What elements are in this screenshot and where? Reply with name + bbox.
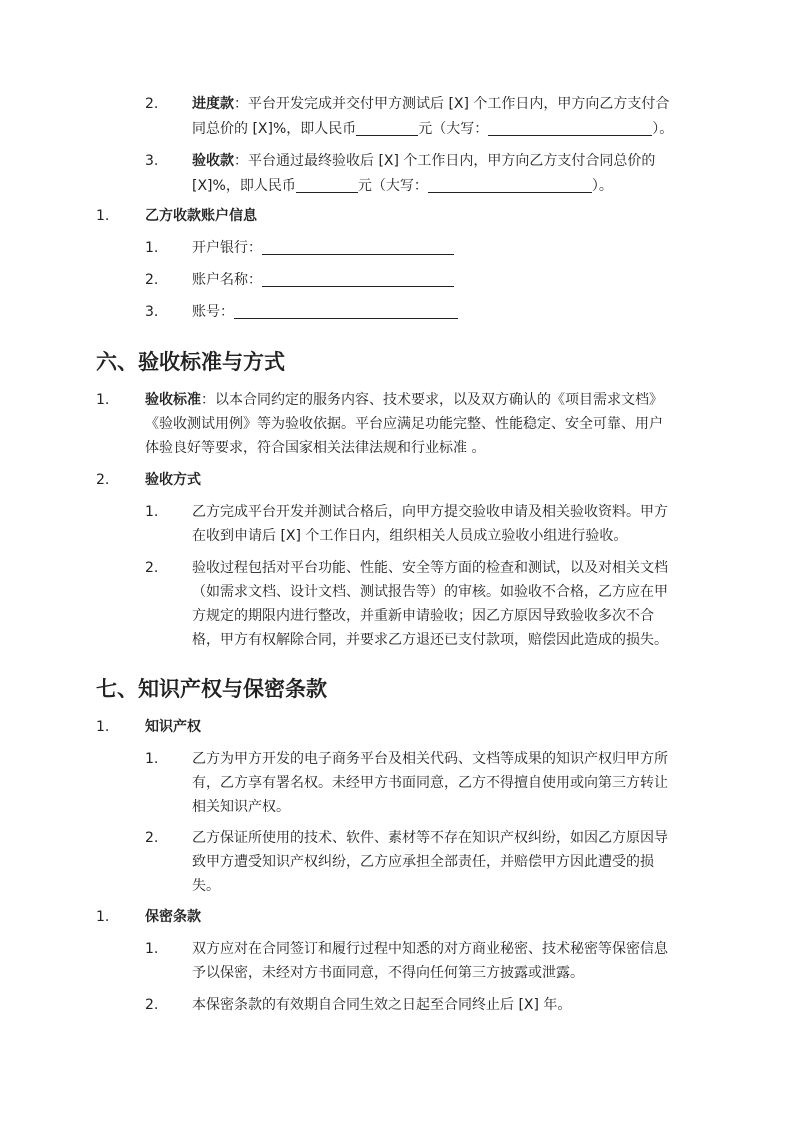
account-heading: 乙方收款账户信息 — [145, 208, 257, 224]
amount-uppercase-blank — [428, 176, 592, 193]
account-name-field — [192, 268, 707, 292]
method-1-line2: 在收到申请后 [X] 个工作日内，组织相关人员成立验收小组进行验收。 — [192, 528, 628, 544]
field-label: 开户银行： — [192, 240, 262, 256]
clause-text: ）。 — [652, 121, 674, 137]
method-2-line4: 格，甲方有权解除合同，并要求乙方退还已支付款项，赔偿因此造成的损失。 — [192, 632, 668, 648]
confidentiality-heading: 保密条款 — [145, 909, 201, 925]
payment-progress-line2 — [192, 117, 707, 141]
ip-1-line3: 相关知识产权。 — [192, 799, 290, 815]
ip-1-line1: 乙方为甲方开发的电子商务平台及相关代码、文档等成果的知识产权归甲方所 — [192, 751, 668, 767]
account-number-blank — [234, 302, 458, 319]
colon: ： — [201, 392, 215, 408]
method-1-line1: 乙方完成平台开发并测试合格后，向甲方提交验收申请及相关验收资料。甲方 — [192, 504, 668, 520]
list-number: 2. — [145, 96, 159, 112]
list-number: 2. — [145, 272, 159, 288]
account-name-blank — [262, 270, 454, 287]
colon: ： — [234, 96, 248, 112]
clause-text: [X]%，即人民币 — [192, 178, 296, 194]
amount-uppercase-blank — [488, 119, 652, 136]
acceptance-standard-line2: 《验收测试用例》等为验收依据。平台应满足功能完整、性能稳定、安全可靠、用户 — [145, 416, 663, 432]
term-label: 进度款 — [192, 96, 234, 112]
term-label: 验收款 — [192, 153, 234, 169]
list-number: 3. — [145, 153, 159, 169]
payment-progress-line1 — [192, 92, 707, 116]
ip-2-line2: 致甲方遭受知识产权纠纷，乙方应承担全部责任，并赔偿甲方因此遭受的损 — [192, 854, 654, 870]
field-label: 账号： — [192, 304, 234, 320]
payment-final-line2 — [192, 174, 707, 198]
list-number: 1. — [145, 941, 159, 957]
term-label: 验收标准 — [145, 392, 201, 408]
acceptance-method-heading: 验收方式 — [145, 472, 201, 488]
list-number: 1. — [145, 751, 159, 767]
method-2-line1: 验收过程包括对平台功能、性能、安全等方面的检查和测试，以及对相关文档 — [192, 560, 668, 576]
method-2-line2: （如需求文档、设计文档、测试报告等）的审核。如验收不合格，乙方应在甲 — [192, 584, 668, 600]
conf-1-line2: 予以保密，未经对方书面同意，不得向任何第三方披露或泄露。 — [192, 965, 584, 981]
list-number: 1. — [96, 208, 110, 224]
method-2-line3: 方规定的期限内进行整改，并重新申请验收；因乙方原因导致验收多次不合 — [192, 608, 654, 624]
clause-text: 以本合同约定的服务内容、技术要求，以及双方确认的《项目需求文档》 — [215, 392, 663, 408]
list-number: 1. — [145, 240, 159, 256]
list-number: 2. — [145, 997, 159, 1013]
list-number: 2. — [145, 560, 159, 576]
conf-1-line1: 双方应对在合同签订和履行过程中知悉的对方商业秘密、技术秘密等保密信息 — [192, 941, 668, 957]
list-number: 1. — [96, 392, 110, 408]
clause-text: 元（大写： — [357, 178, 428, 194]
clause-text: 同总价的 [X]%，即人民币 — [192, 121, 357, 137]
payment-final-line1 — [192, 149, 707, 173]
ip-heading: 知识产权 — [145, 719, 201, 735]
list-number: 1. — [96, 719, 110, 735]
list-number: 3. — [145, 304, 159, 320]
section-heading-acceptance: 六、验收标准与方式 — [96, 350, 285, 374]
section-heading-ip-confidentiality: 七、知识产权与保密条款 — [96, 677, 327, 701]
ip-2-line1: 乙方保证所使用的技术、软件、素材等不存在知识产权纠纷，如因乙方原因导 — [192, 830, 668, 846]
clause-text: 平台通过最终验收后 [X] 个工作日内，甲方向乙方支付合同总价的 — [248, 153, 656, 169]
amount-blank — [356, 119, 418, 136]
bank-field — [192, 236, 707, 260]
acceptance-standard-line3: 体验良好等要求，符合国家相关法律法规和行业标准 。 — [145, 440, 486, 456]
ip-1-line2: 有，乙方享有署名权。未经甲方书面同意，乙方不得擅自使用或向第三方转让 — [192, 775, 668, 791]
account-number-field — [192, 300, 707, 324]
conf-2-line1: 本保密条款的有效期自合同生效之日起至合同终止后 [X] 年。 — [192, 997, 572, 1013]
list-number: 2. — [96, 472, 110, 488]
clause-text: 平台开发完成并交付甲方测试后 [X] 个工作日内，甲方向乙方支付合 — [248, 96, 670, 112]
acceptance-standard-line1 — [145, 388, 663, 412]
ip-2-line3: 失。 — [192, 878, 220, 894]
list-number: 2. — [145, 830, 159, 846]
colon: ： — [234, 153, 248, 169]
list-number: 1. — [96, 909, 110, 925]
list-number: 1. — [145, 504, 159, 520]
field-label: 账户名称： — [192, 272, 262, 288]
amount-blank — [296, 176, 358, 193]
clause-text: ）。 — [591, 178, 613, 194]
bank-blank — [262, 238, 454, 255]
clause-text: 元（大写： — [418, 121, 489, 137]
